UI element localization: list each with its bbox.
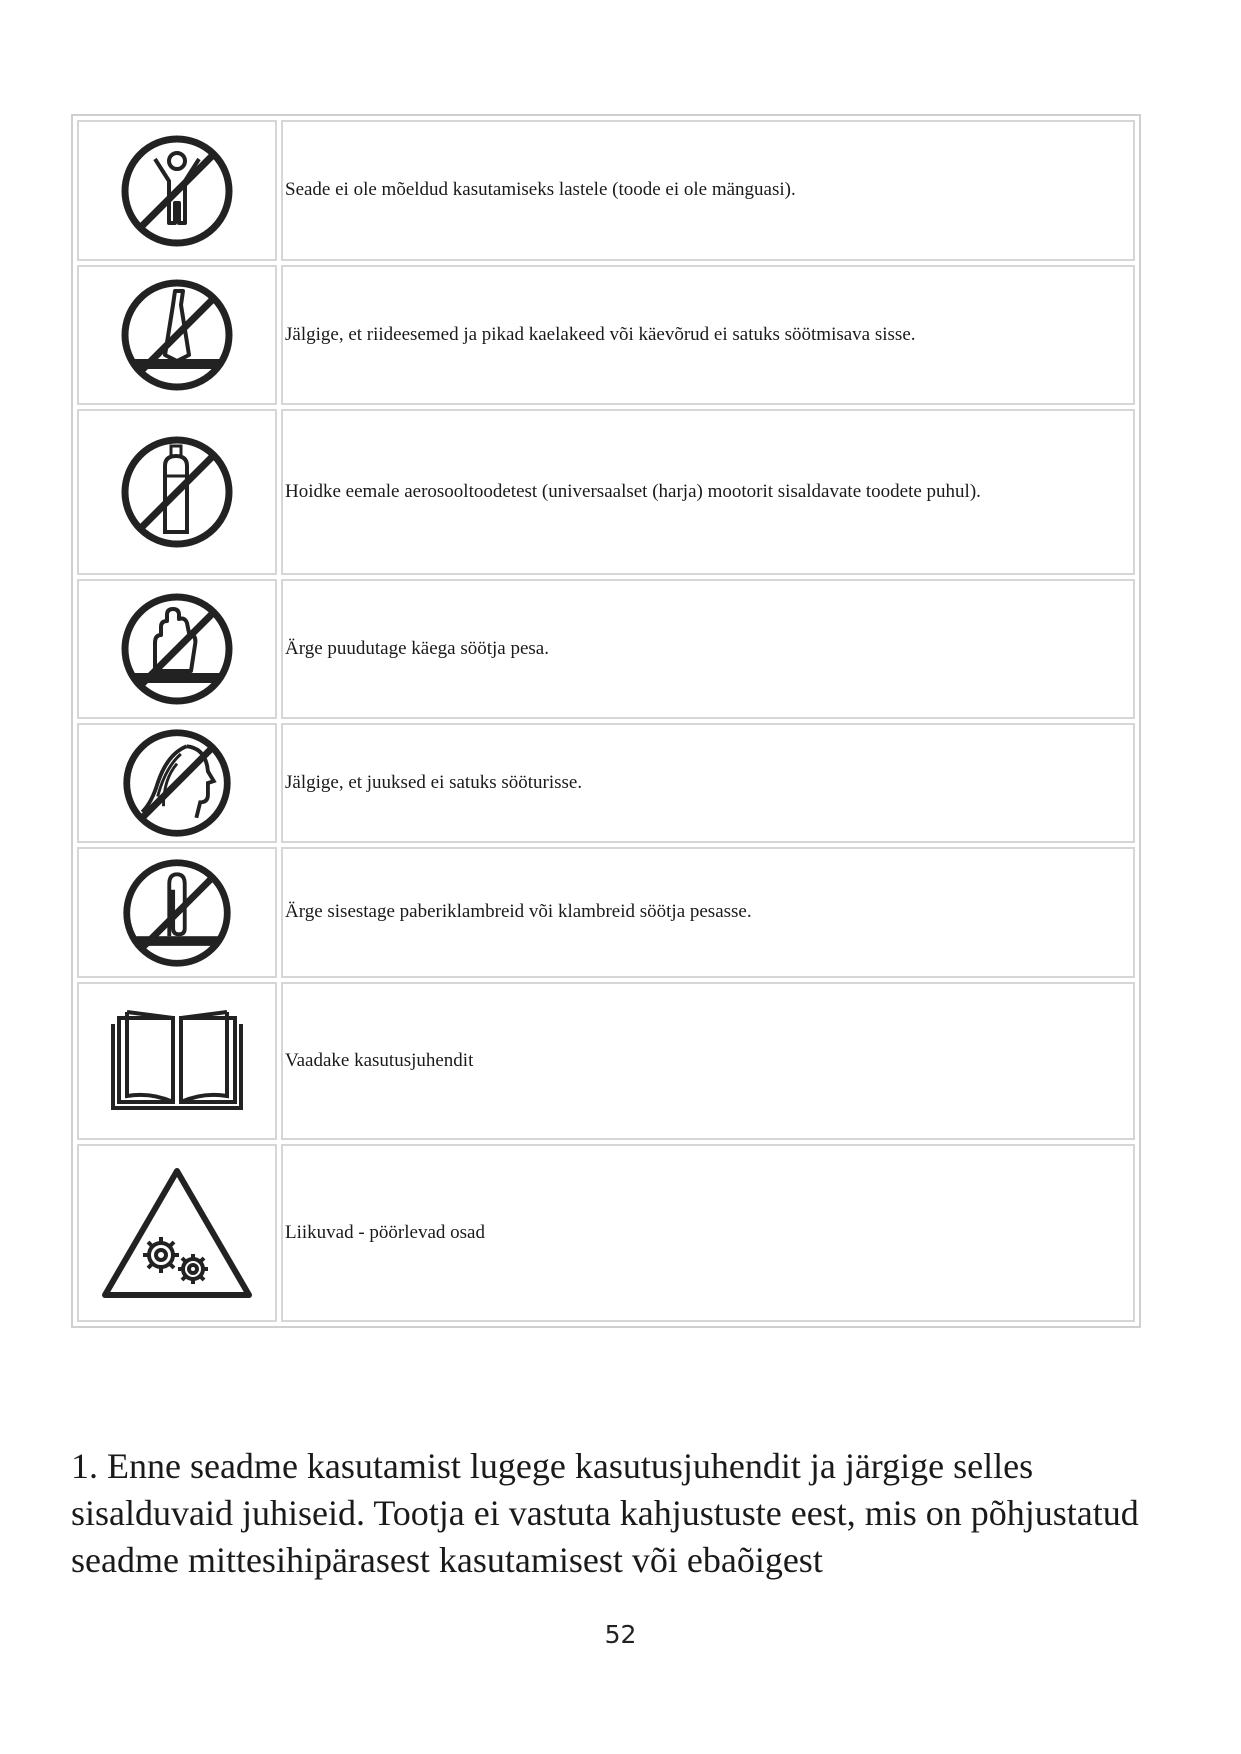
table-row [75,407,1137,577]
table-row [75,118,1137,263]
icon-cell [77,265,277,405]
symbol-description: Vaadake kasutusjuhendit [281,982,1135,1140]
no-children-icon [117,131,237,251]
symbol-description: Liikuvad - pöörlevad osad [281,1144,1135,1322]
instruction-paragraph: 1. Enne seadme kasutamist lugege kasutusjuhendit ja järgige selles sisalduvaid juhiseid. Tootja ei vastuta kahjustuste eest, mis on põhjustatud seadme mittesihipärasest kasutamisest või ebaõigest [71,1446,1139,1580]
table-row [75,721,1137,845]
no-aerosol-icon [117,432,237,552]
table-row [75,577,1137,721]
manual-book-icon [107,1006,247,1116]
symbols-table [71,114,1141,1328]
table-row [75,845,1137,980]
symbol-description: Ärge puudutage käega söötja pesa. [281,579,1135,719]
no-hair-icon [119,725,235,841]
symbol-description: Jälgige, et riideesemed ja pikad kaelakeed või käevõrud ei satuks söötmisava sisse. [281,265,1135,405]
symbol-description: Hoidke eemale aerosooltoodetest (universaalset (harja) mootorit sisaldavate toodete puhul). [281,409,1135,575]
no-hand-icon [117,589,237,709]
page-number: 52 [604,1620,637,1649]
table-row [75,263,1137,407]
icon-cell [77,982,277,1140]
icon-cell [77,1144,277,1322]
table-row [75,980,1137,1142]
moving-parts-warning-icon [97,1163,257,1303]
icon-cell [77,120,277,261]
symbol-description: Ärge sisestage paberiklambreid või klambreid söötja pesasse. [281,847,1135,978]
no-tie-icon [117,275,237,395]
symbol-description: Seade ei ole mõeldud kasutamiseks lastele (toode ei ole mänguasi). [281,120,1135,261]
table-row [75,1142,1137,1324]
symbol-description: Jälgige, et juuksed ei satuks sööturisse. [281,723,1135,843]
no-paperclip-icon [119,855,235,971]
icon-cell [77,409,277,575]
icon-cell [77,723,277,843]
icon-cell [77,847,277,978]
icon-cell [77,579,277,719]
